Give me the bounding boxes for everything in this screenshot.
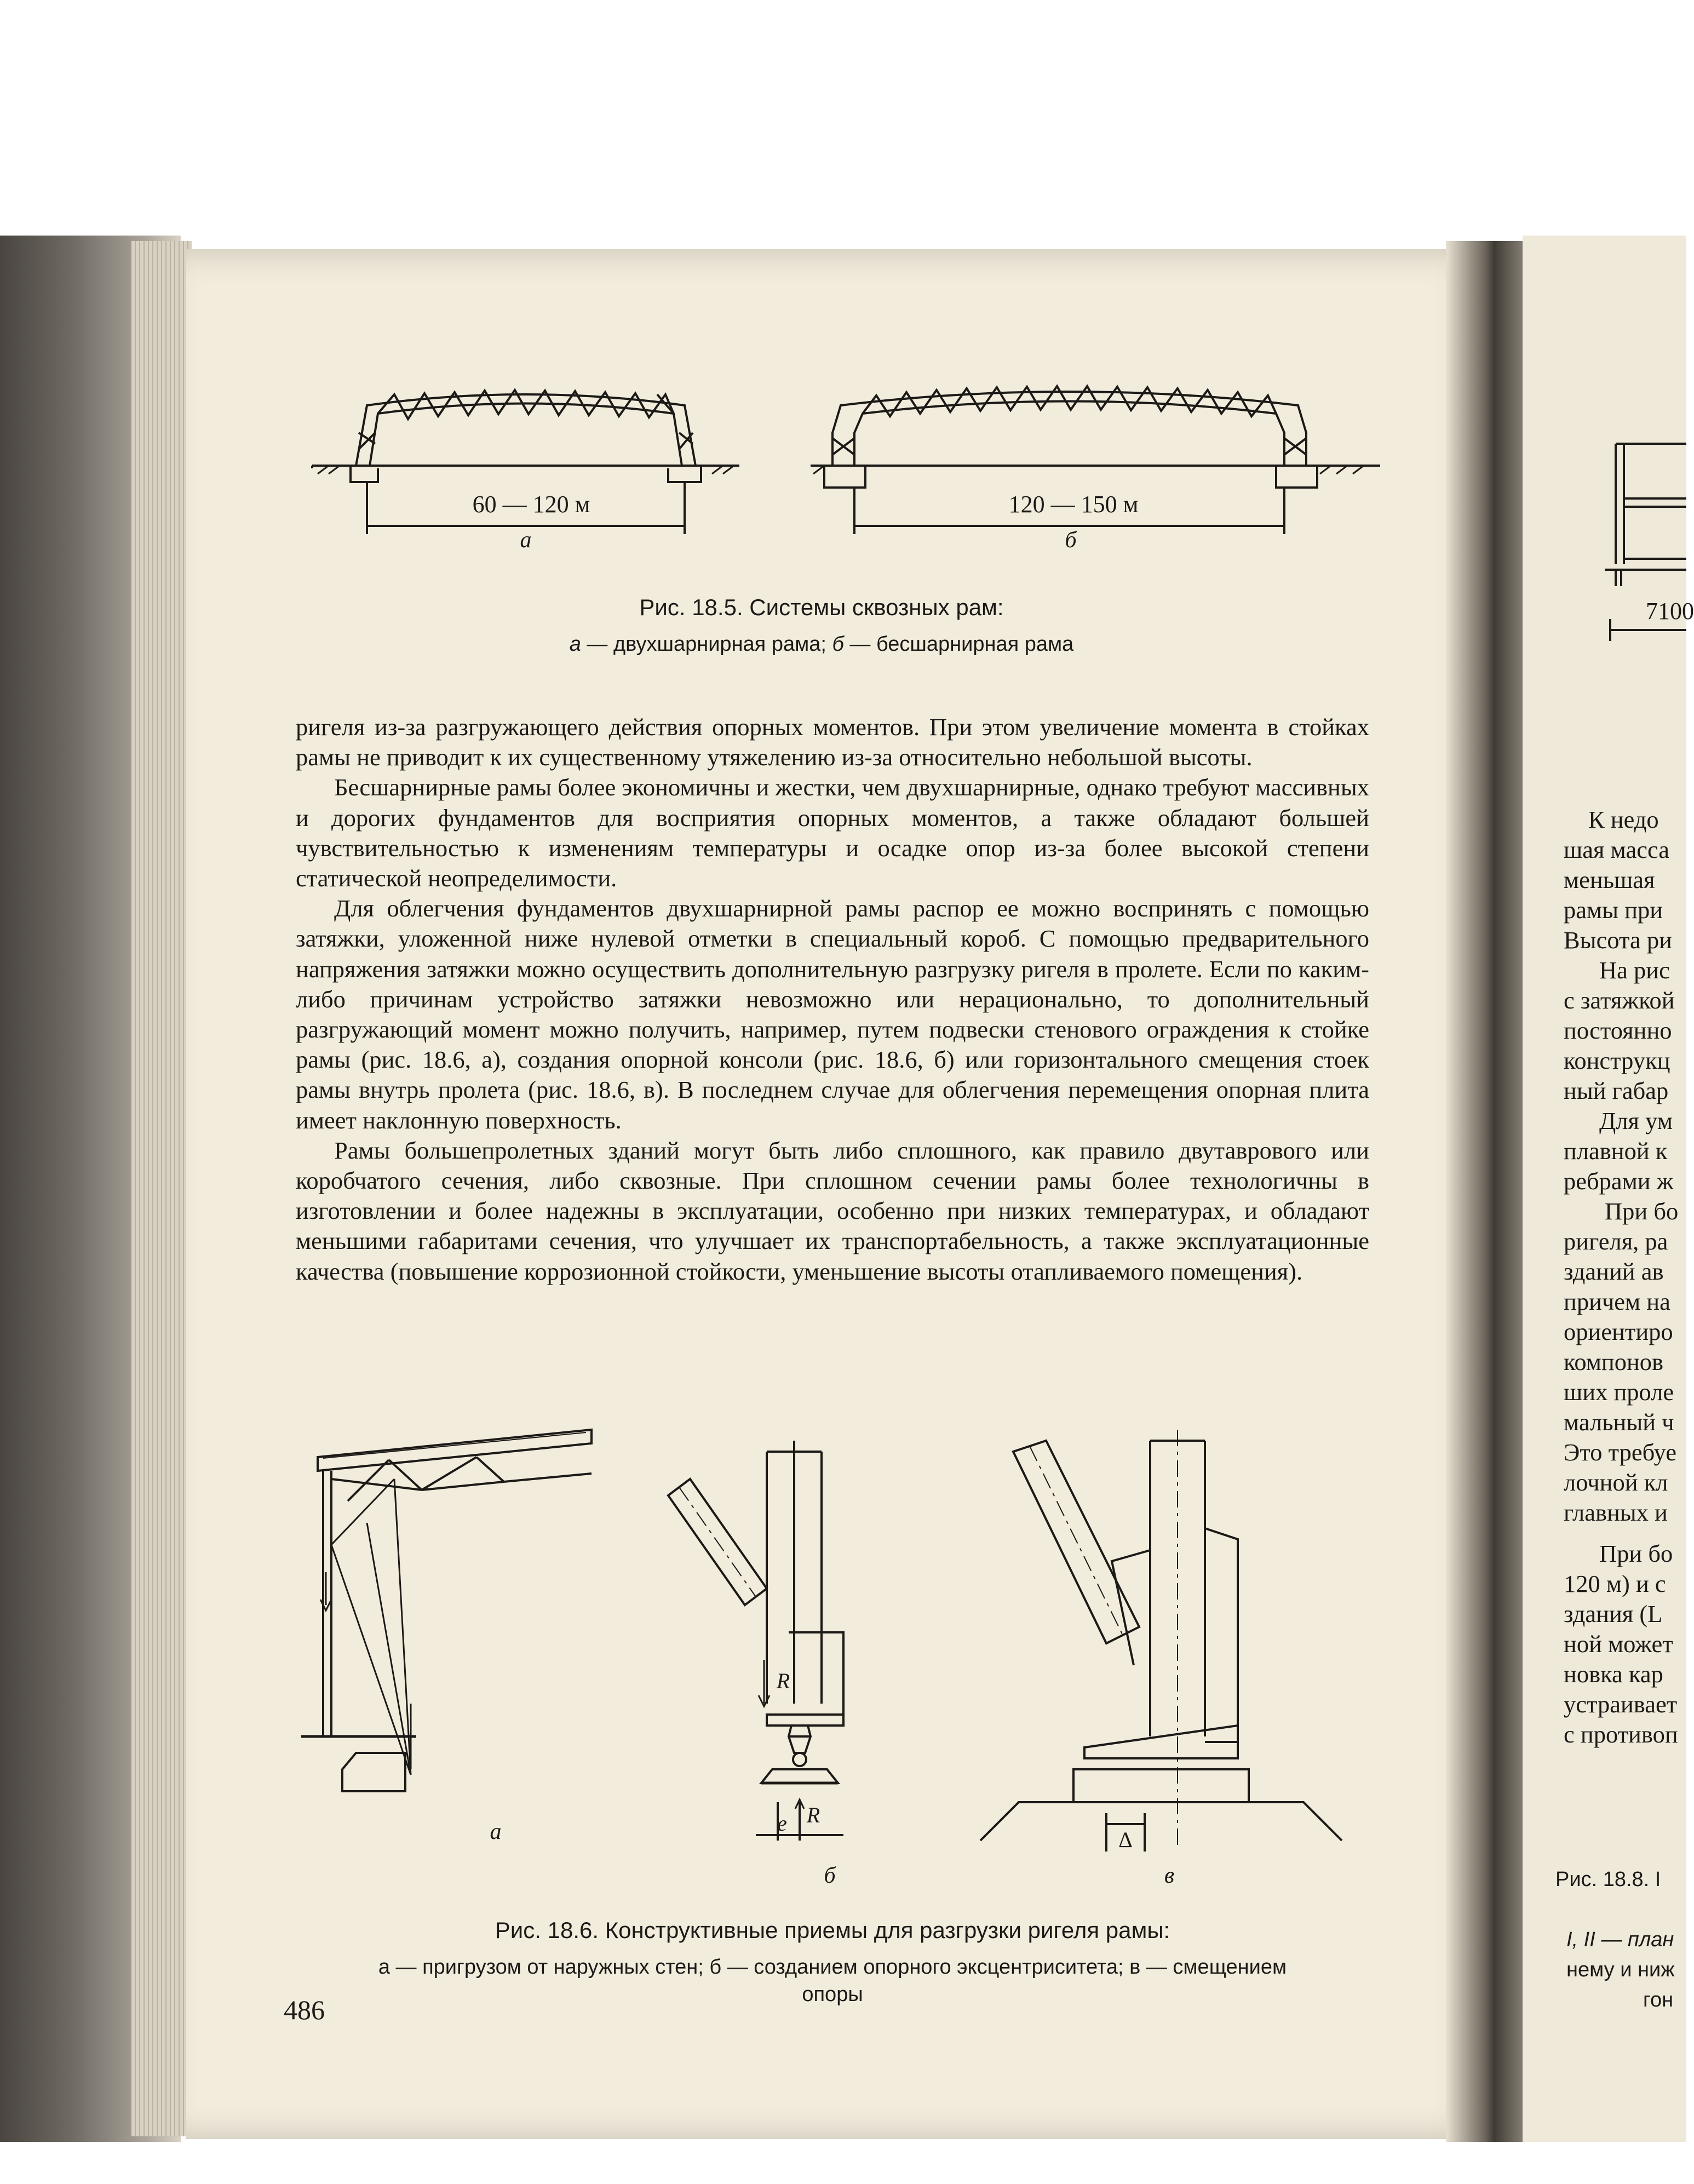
right-line-23: лочной кл xyxy=(1564,1469,1668,1496)
right-line-16: зданий ав xyxy=(1564,1258,1664,1285)
right-line-15: ригеля, ра xyxy=(1564,1228,1668,1255)
figure-18-5 xyxy=(307,372,1380,570)
figure-label-a: а xyxy=(520,528,532,553)
fig-18-6-symbol-R-bottom: R xyxy=(806,1803,820,1827)
fig-18-6-symbol-delta: Δ xyxy=(1118,1827,1133,1852)
span-dimension-b: 120 — 150 м xyxy=(1008,491,1139,518)
fig-18-6-label-v: в xyxy=(1164,1863,1175,1888)
right-page-caption-2: I, II — план xyxy=(1566,1928,1674,1951)
page-edges xyxy=(131,241,192,2136)
right-line-26: 120 м) и с xyxy=(1564,1570,1666,1597)
book-gutter xyxy=(1446,241,1534,2142)
right-line-14: При бо xyxy=(1605,1197,1679,1225)
right-line-4: рамы при xyxy=(1564,896,1663,924)
legend-text-a: — двухшарнирная рама; xyxy=(581,633,832,656)
paragraph-2: Бесшарнирные рамы более экономичны и жестки, чем двухшарнирные, однако требуют массивных и дорогих фундаментов для восприятия опорных моментов, а также обладают большей чувствительностью к изменениям температуры и осадке опор из-за более высокой степени статической неопределимости. xyxy=(296,773,1369,892)
paragraph-4: Рамы большепролетных зданий могут быть либо сплошного, как правило двутаврового или коробчатого сечения, либо сквозные. При сплошном сечении рамы более технологичны в изготовлении и более надежны в эксплуатации, особенно при низких температурах, и обладают меньшими габаритами сечения, что улучшает их транспортабельность, а также эксплуатационные качества (повышение коррозионной стойкости, уменьшение высоты отапливаемого помещения). xyxy=(296,1136,1369,1285)
right-page-caption-4: гон xyxy=(1643,1988,1674,2011)
right-line-24: главных и xyxy=(1564,1499,1668,1526)
right-line-30: устраивает xyxy=(1564,1690,1678,1718)
diagram-b-support-eccentricity xyxy=(668,1441,843,1841)
right-line-17: причем на xyxy=(1564,1288,1670,1315)
legend-text-b: — бесшарнирная рама xyxy=(843,633,1074,656)
right-line-10: ный габар xyxy=(1564,1077,1669,1104)
right-line-21: мальный ч xyxy=(1564,1408,1674,1436)
right-line-3: меньшая xyxy=(1564,866,1655,893)
diagram-v-support-shift xyxy=(980,1430,1342,1851)
right-line-27: здания (L xyxy=(1564,1600,1663,1627)
paragraph-1: ригеля из-за разгружающего действия опорных моментов. При этом увеличение момента в стойках рамы не приводит к их существенному утяжелению из-за относительно небольшой высоты. xyxy=(296,713,1369,771)
right-line-5: Высота ри xyxy=(1564,926,1672,954)
right-line-11: Для ум xyxy=(1599,1107,1673,1134)
body-text xyxy=(296,712,1369,1287)
fig-18-6-symbol-e: e xyxy=(777,1811,787,1836)
right-page-caption: Рис. 18.8. I xyxy=(1555,1868,1661,1891)
figure-18-5-caption-title: Рис. 18.5. Системы сквозных рам: xyxy=(639,594,1004,620)
unloading-techniques-svg xyxy=(296,1419,1391,1879)
page-number: 486 xyxy=(284,1994,325,2025)
figure-18-5-caption-legend xyxy=(466,633,1178,656)
figure-18-6-caption-title: Рис. 18.6. Конструктивные приемы для разгрузки ригеля рамы: xyxy=(495,1917,1170,1943)
right-line-7: с затяжкой xyxy=(1564,987,1675,1014)
right-line-2: шая масса xyxy=(1564,836,1670,863)
right-page-dimension: 7100 xyxy=(1646,598,1694,624)
right-line-22: Это требуе xyxy=(1564,1438,1676,1466)
right-line-20: ших проле xyxy=(1564,1378,1674,1406)
legend-letter-b: б xyxy=(832,633,844,656)
figure-18-6-caption-line1: а — пригрузом от наружных стен; б — созданием опорного эксцентриситета; в — смещением xyxy=(378,1956,1287,1979)
right-line-9: конструкц xyxy=(1564,1047,1670,1074)
fig-18-6-symbol-R-top: R xyxy=(776,1669,790,1693)
right-page-caption-3: нему и ниж xyxy=(1566,1958,1675,1981)
right-line-19: компонов xyxy=(1564,1348,1664,1375)
right-line-13: ребрами ж xyxy=(1564,1167,1674,1195)
right-line-1: К недо xyxy=(1588,806,1659,833)
frame-diagrams-svg xyxy=(307,372,1380,570)
fig-18-6-label-a: а xyxy=(490,1819,502,1844)
paragraph-3: Для облегчения фундаментов двухшарнирной рамы распор ее можно воспринять с помощью затяжки, уложенной ниже нулевой отметки в специальный короб. С помощью предварительного напряжения затяжки можно осуществить дополнительную разгрузку ригеля в пролете. Если по каким-либо причинам устройство затяжки невозможно или нерационально, то дополнительный разгружающий момент можно получить, например, путем подвески стенового ограждения к стойке рамы (рис. 18.6, а), создания опорной консоли (рис. 18.6, б) или горизонтального смещения стоек рамы внутрь пролета (рис. 18.6, в). В последнем случае для облегчения перемещения опорная плита имеет наклонную поверхность. xyxy=(296,895,1369,1134)
figure-label-b: б xyxy=(1065,528,1077,553)
fig-18-6-label-b: б xyxy=(824,1863,836,1888)
right-page-drawing-svg xyxy=(1523,236,1686,564)
right-line-6: На рис xyxy=(1599,956,1670,984)
right-line-12: плавной к xyxy=(1564,1137,1668,1165)
right-line-31: с противоп xyxy=(1564,1721,1678,1748)
right-line-8: постоянно xyxy=(1564,1017,1672,1044)
right-line-29: новка кар xyxy=(1564,1660,1663,1688)
right-line-25: При бо xyxy=(1599,1540,1673,1567)
right-line-28: ной может xyxy=(1564,1630,1673,1658)
diagram-a-wall-load xyxy=(301,1430,592,1791)
figure-18-6-caption-line2: опоры xyxy=(802,1983,863,2006)
legend-letter-a: а xyxy=(569,633,581,656)
right-line-18: ориентиро xyxy=(1564,1318,1673,1345)
span-dimension-a: 60 — 120 м xyxy=(472,491,590,518)
figure-18-6 xyxy=(296,1419,1391,1888)
